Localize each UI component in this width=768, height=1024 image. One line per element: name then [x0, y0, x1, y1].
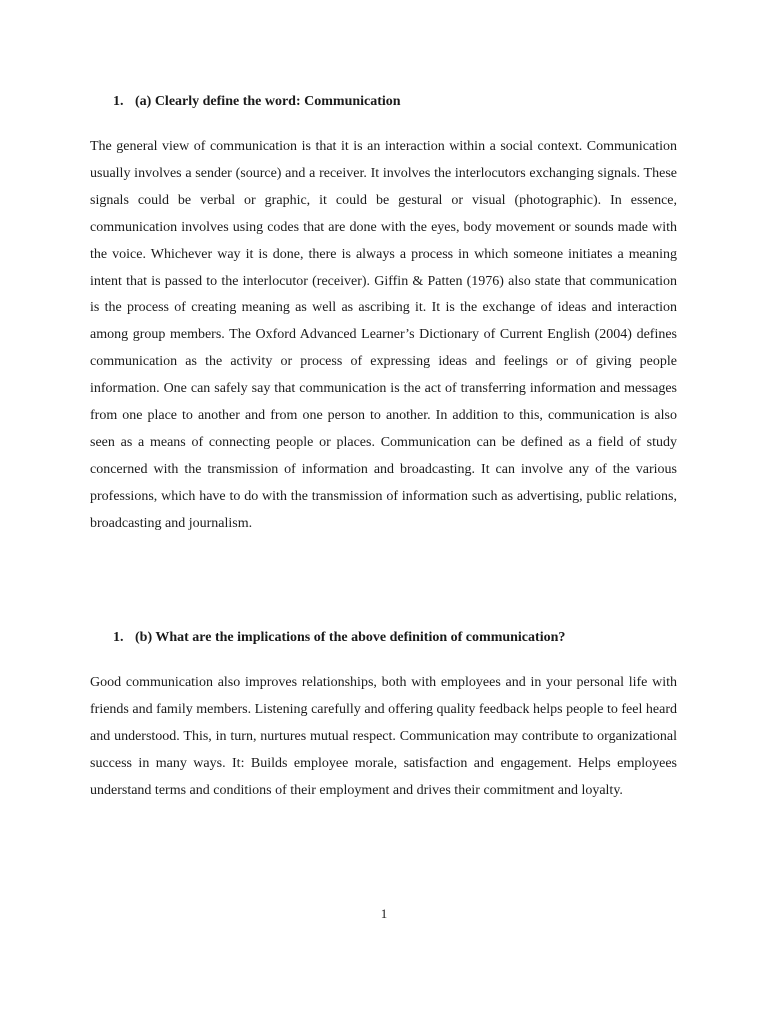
section-a-heading-text: (a) Clearly define the word: Communication — [135, 94, 401, 109]
section-b-heading-text: (b) What are the implications of the above definition of communication? — [135, 630, 566, 645]
section-b-heading — [113, 630, 565, 646]
page-number: 1 — [380, 906, 388, 921]
section-a-number: 1. — [113, 94, 124, 109]
section-a-body: The general view of communication is that it is an interaction within a social context. Communication usually involves a sender (source) and a receiver. It involves the interlocutors exchanging signals. These signals could be verbal or graphic, it could be gestural or visual (photographic). In essence, communication involves using codes that are done with the eyes, body movement or sounds made with the voice. Whichever way it is done, there is always a process in which someone initiates a meaning intent that is passed to the interlocutor (receiver). Giffin & Patten (1976) also state that communication is the process of creating meaning as well as ascribing it. It is the exchange of ideas and interaction among group members. The Oxford Advanced Learner’s Dictionary of Current English (2004) defines communication as the activity or process of expressing ideas and feelings or of giving people information. One can safely say that communication is the act of transferring information and messages from one place to another and from one person to another. In addition to this, communication is also seen as a means of connecting people or places. Communication can be defined as a field of study concerned with the transmission of information and broadcasting. It can involve any of the various professions, which have to do with the transmission of information such as advertising, public relations, broadcasting and journalism. — [90, 139, 677, 531]
section-b-body: Good communication also improves relationships, both with employees and in your personal life with friends and family members. Listening carefully and offering quality feedback helps people to feel heard and understood. This, in turn, nurtures mutual respect. Communication may contribute to organizational success in many ways. It: Builds employee morale, satisfaction and engagement. Helps employees understand terms and conditions of their employment and drives their commitment and loyalty. — [90, 675, 677, 798]
section-a-heading — [113, 94, 401, 110]
section-b-number: 1. — [113, 630, 124, 645]
